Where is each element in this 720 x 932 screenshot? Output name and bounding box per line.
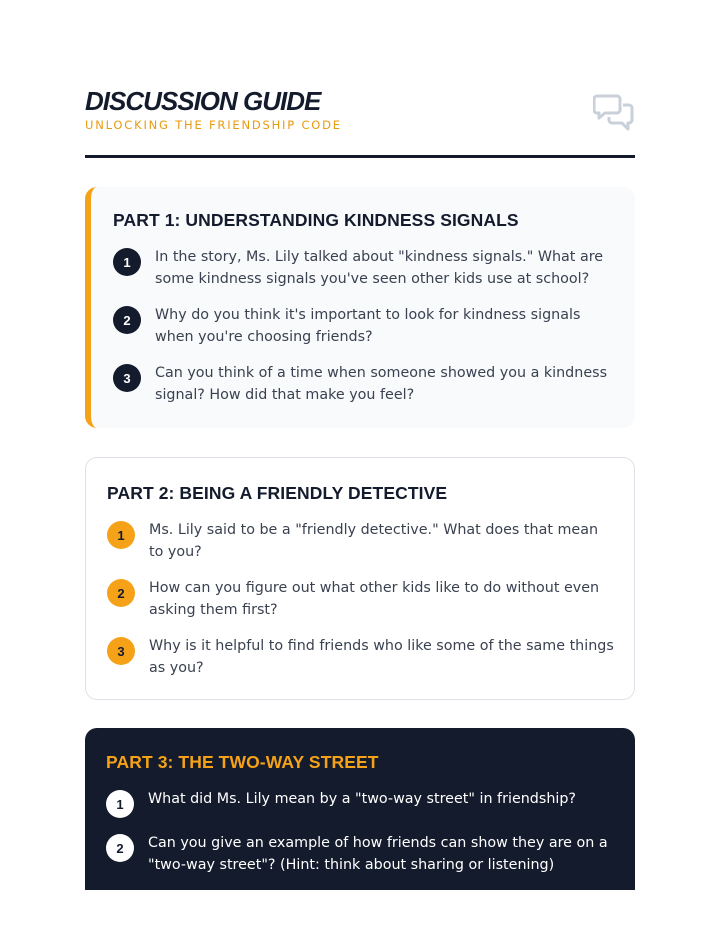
question-number-badge: 3 <box>113 364 141 392</box>
part-2-title: PART 2: BEING A FRIENDLY DETECTIVE <box>107 483 448 503</box>
question-item <box>113 362 615 406</box>
part-3-title: PART 3: THE TWO-WAY STREET <box>106 752 379 772</box>
question-number-badge: 1 <box>107 521 135 549</box>
question-item <box>113 304 615 348</box>
question-item <box>107 635 614 679</box>
question-text: Can you give an example of how friends can show they are on a "two-way street"? (Hint: think about sharing or listening) <box>148 835 608 873</box>
part-1-card <box>85 187 635 428</box>
question-text: Why do you think it's important to look for kindness signals when you're choosing friends? <box>155 307 581 345</box>
question-number-badge: 2 <box>106 834 134 862</box>
header <box>85 86 635 158</box>
part-2-card <box>85 457 635 700</box>
page-title: DISCUSSION GUIDE <box>85 86 321 116</box>
question-item <box>107 577 614 621</box>
question-item <box>107 519 614 563</box>
chat-bubbles-icon <box>593 92 635 134</box>
question-text: In the story, Ms. Lily talked about "kindness signals." What are some kindness signals you've seen other kids use at school? <box>155 249 604 287</box>
question-number-badge: 2 <box>113 306 141 334</box>
question-text: Ms. Lily said to be a "friendly detective." What does that mean to you? <box>149 522 599 560</box>
question-item <box>106 832 615 876</box>
page-subtitle: UNLOCKING THE FRIENDSHIP CODE <box>85 118 342 132</box>
question-number-badge: 2 <box>107 579 135 607</box>
question-number-badge: 1 <box>113 248 141 276</box>
question-text: Why is it helpful to find friends who like some of the same things as you? <box>149 638 614 676</box>
part-1-title: PART 1: UNDERSTANDING KINDNESS SIGNALS <box>113 210 519 230</box>
question-item <box>106 788 615 818</box>
header-divider <box>85 155 635 158</box>
question-text: How can you figure out what other kids like to do without even asking them first? <box>149 580 600 618</box>
part-3-card <box>85 728 635 890</box>
question-number-badge: 1 <box>106 790 134 818</box>
question-text: What did Ms. Lily mean by a "two-way street" in friendship? <box>148 791 577 807</box>
question-text: Can you think of a time when someone showed you a kindness signal? How did that make you feel? <box>155 365 608 403</box>
question-item <box>113 246 615 290</box>
question-number-badge: 3 <box>107 637 135 665</box>
